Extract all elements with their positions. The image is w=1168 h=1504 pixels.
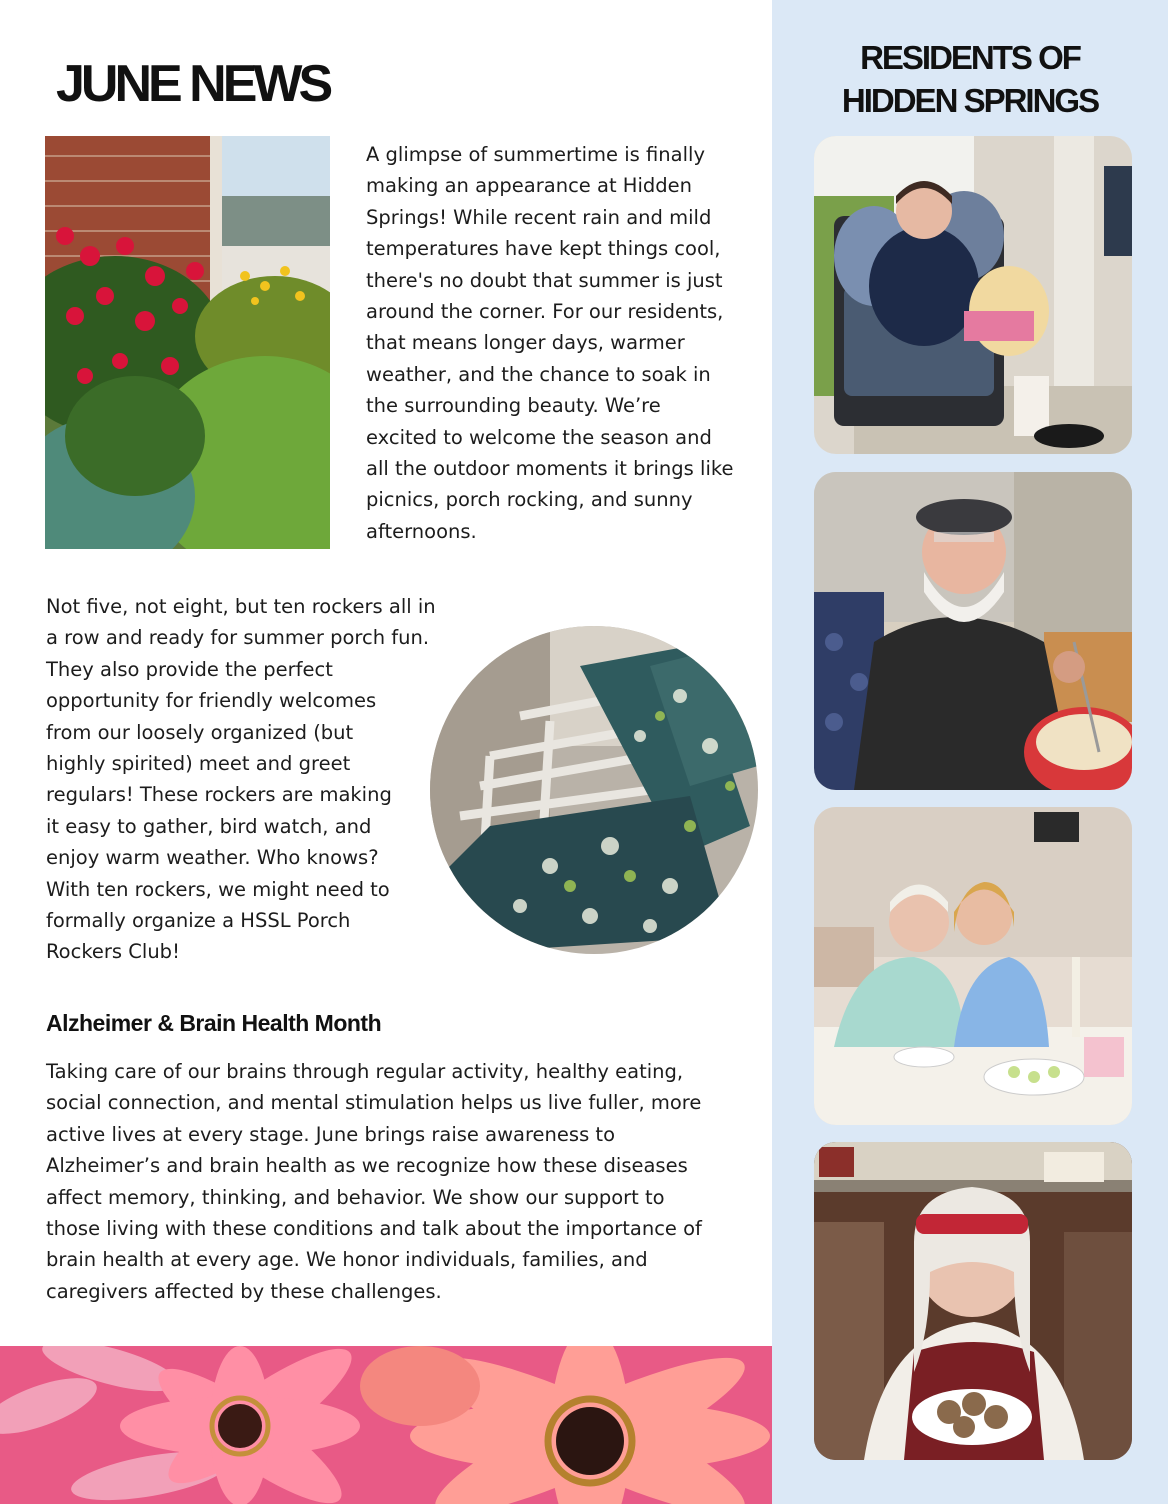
- intro-paragraph: A glimpse of summertime is finally making an appearance at Hidden Springs! While recent rain and mild temperatures have kept things cool, there's no doubt that summer is just around the corner. For our residents, that means longer days, warmer weather, and the chance to soak in the surrounding beauty. We’re excited to welcome the season and all the outdoor moments it brings like picnics, porch rocking, and sunny afternoons.: [366, 143, 734, 543]
- gerbera-flower-banner: [0, 1346, 772, 1504]
- sidebar-title-line2: HIDDEN SPRINGS: [841, 82, 1099, 119]
- rocking-chairs-photo: [430, 626, 758, 954]
- sidebar-title-line1: RESIDENTS OF: [860, 39, 1080, 76]
- alzheimer-heading: Alzheimer & Brain Health Month: [46, 1010, 382, 1036]
- rockers-paragraph: Not five, not eight, but ten rockers all in a row and ready for summer porch fun. They also provide the perfect opportunity for friendly welcomes from our loosely organized (but highly spirited) meet and greet regulars! These rockers are making it easy to gather, bird watch, and enjoy warm weather. Who knows? With ten rockers, we might need to formally organize a HSSL Porch Rockers Club!: [46, 595, 436, 964]
- alzheimer-paragraph: Taking care of our brains through regular activity, healthy eating, social connection, and mental stimulation helps us live fuller, more active lives at every stage. June brings raise awareness to Alzheimer’s and brain health as we recognize how these diseases affect memory, thinking, and behavior. We show our support to those living with these conditions and talk about the importance of brain health at every age. We honor individuals, families, and caregivers affected by these challenges.: [46, 1060, 702, 1303]
- resident-photo-luncheon: [814, 807, 1132, 1125]
- resident-photo-baking: [814, 472, 1132, 790]
- resident-photo-porch: [814, 136, 1132, 454]
- resident-photo-cookies: [814, 1142, 1132, 1460]
- sidebar-title: [772, 36, 1168, 122]
- page-title: JUNE NEWS: [56, 55, 330, 113]
- residents-sidebar: [772, 0, 1168, 1504]
- flower-garden-photo: [45, 136, 330, 549]
